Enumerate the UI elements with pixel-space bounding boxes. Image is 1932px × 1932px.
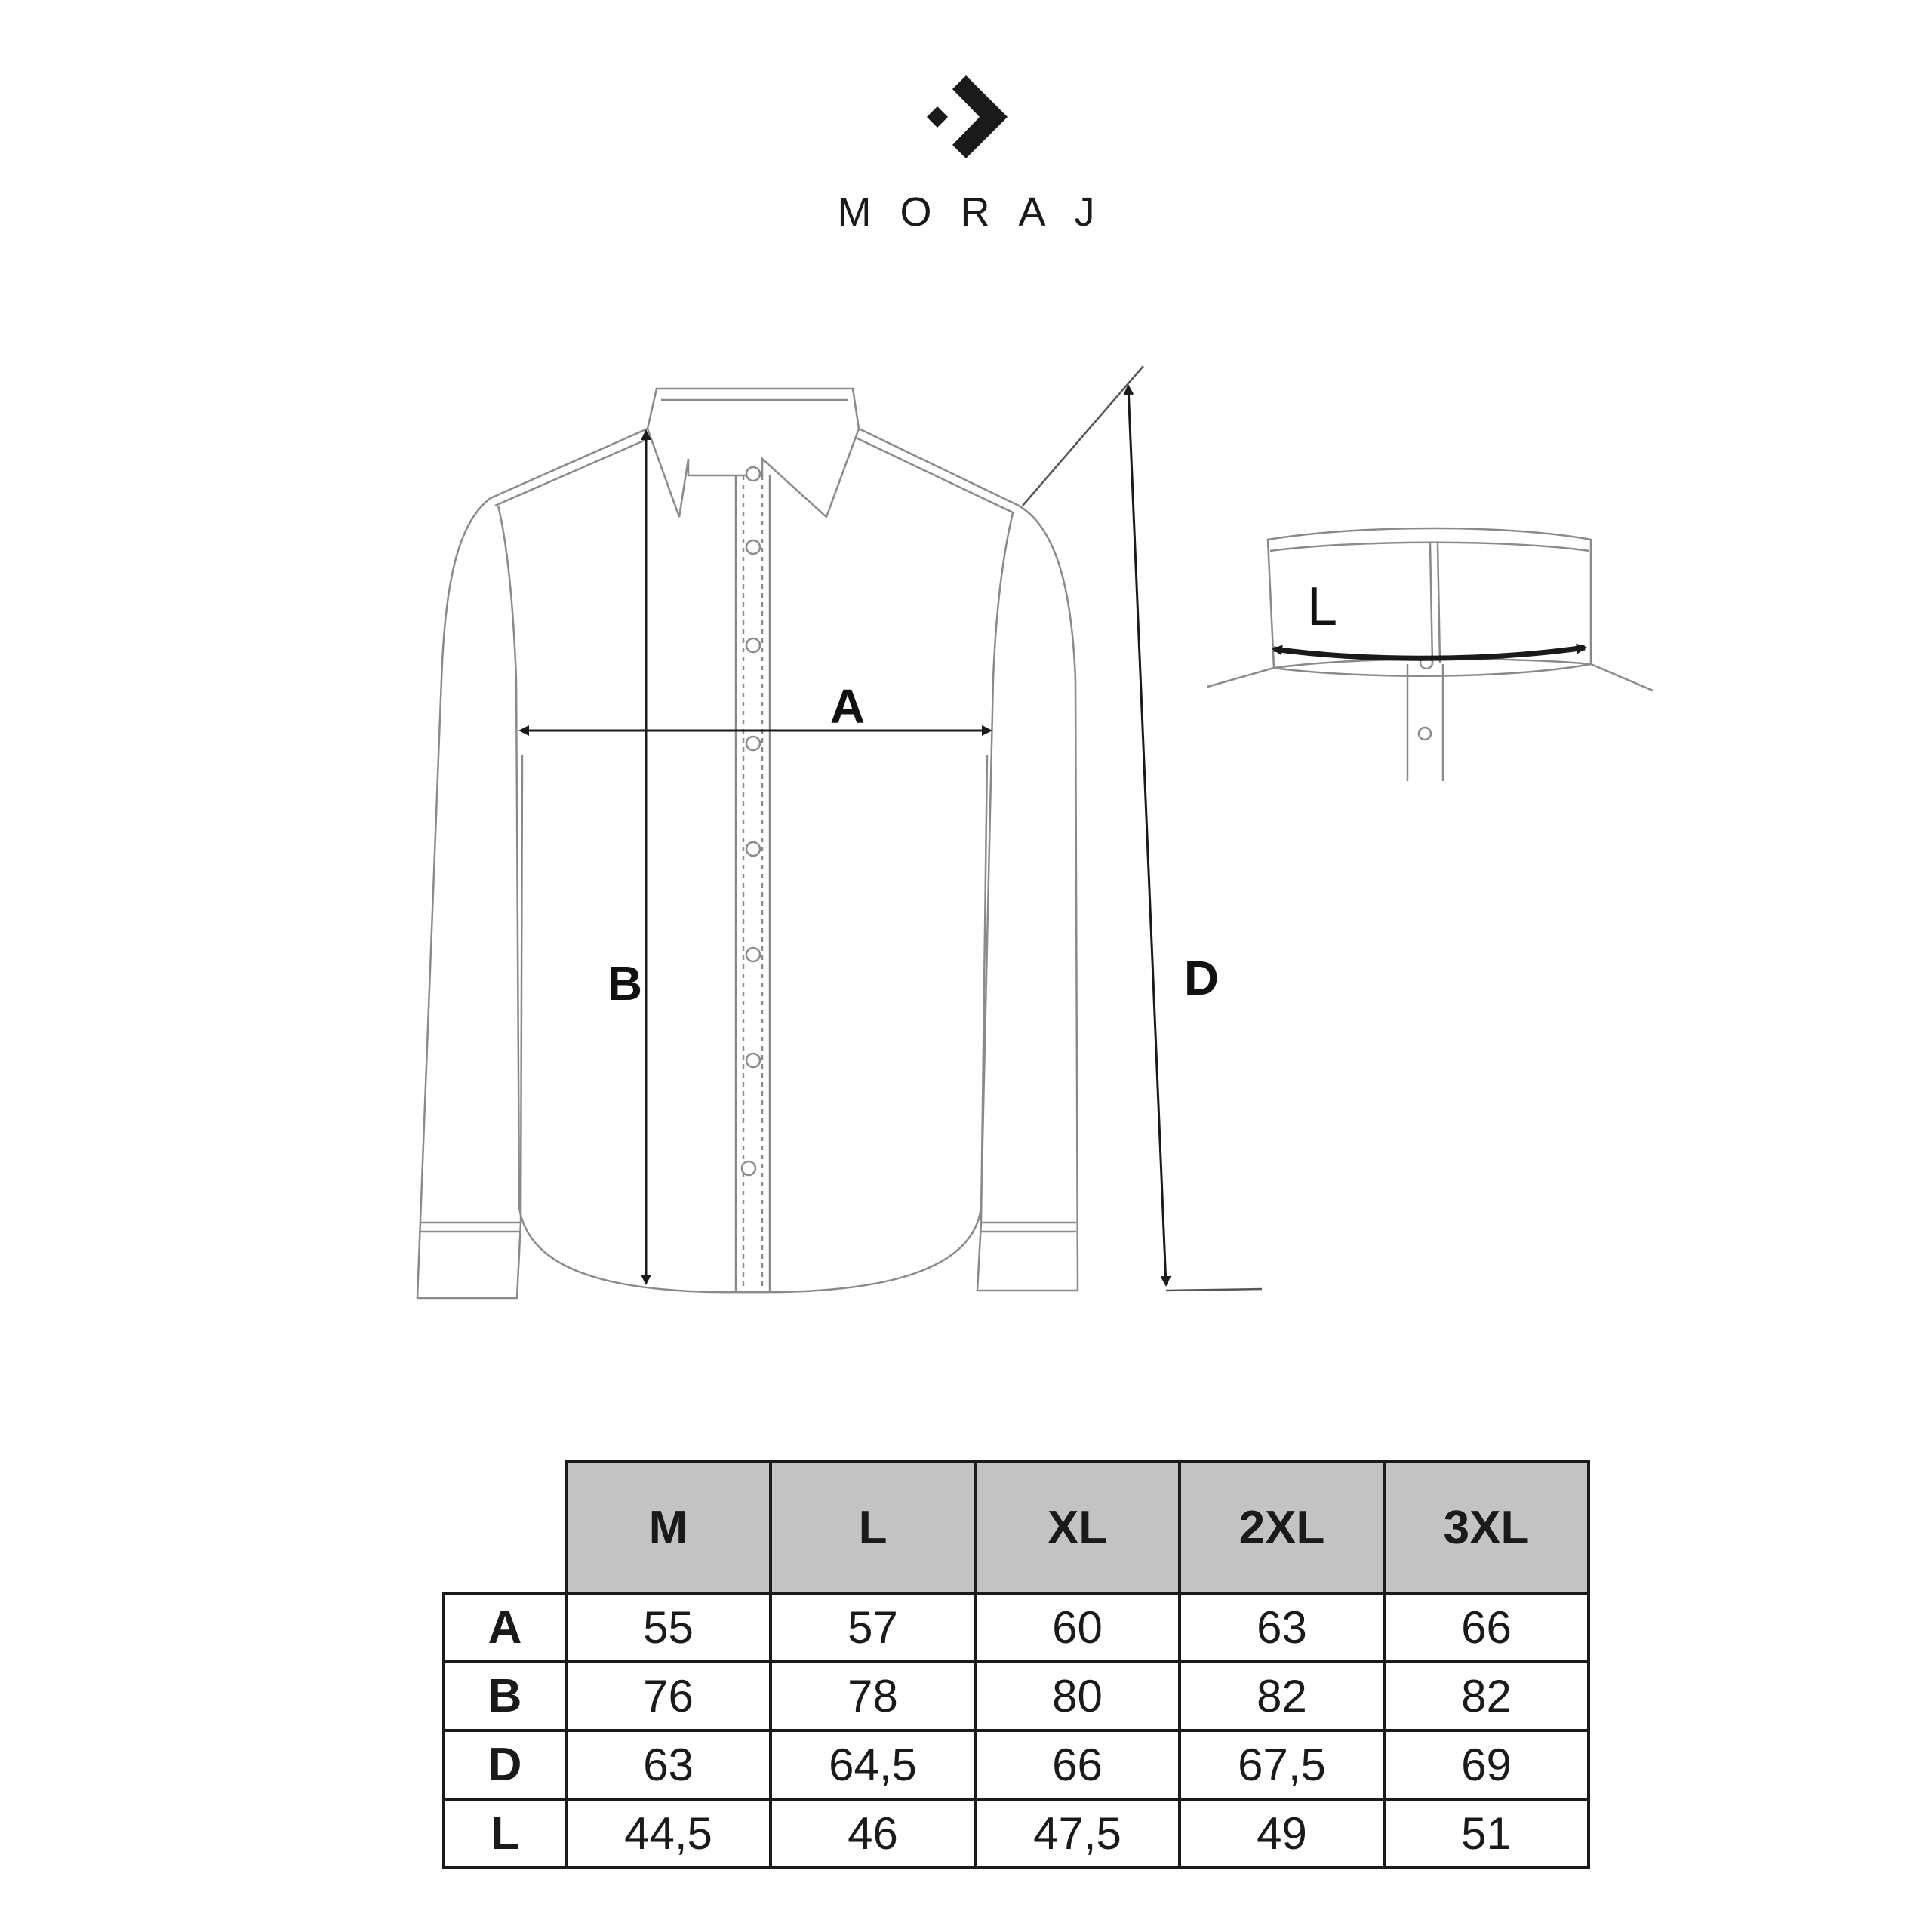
table-row — [444, 1662, 1589, 1730]
table-row — [444, 1799, 1589, 1868]
table-row — [444, 1593, 1589, 1662]
size-header-row — [444, 1462, 1589, 1593]
size-header-cell: L — [771, 1462, 975, 1593]
table-cell: 60 — [975, 1593, 1180, 1662]
table-cell: 55 — [566, 1593, 771, 1662]
size-header-cell: XL — [975, 1462, 1180, 1593]
table-cell: 66 — [1384, 1593, 1589, 1662]
table-cell: 63 — [566, 1730, 771, 1799]
table-cell: 66 — [975, 1730, 1180, 1799]
table-cell: 64,5 — [771, 1730, 975, 1799]
label-d: D — [1183, 951, 1220, 1005]
table-cell: 51 — [1384, 1799, 1589, 1868]
table-cell: 80 — [975, 1662, 1180, 1730]
size-table — [442, 1460, 1590, 1869]
size-header-cell: 3XL — [1384, 1462, 1589, 1593]
label-a: A — [829, 679, 866, 734]
table-corner — [444, 1462, 566, 1593]
table-cell: 69 — [1384, 1730, 1589, 1799]
row-label: L — [444, 1799, 566, 1868]
table-cell: 49 — [1180, 1799, 1384, 1868]
table-cell: 82 — [1180, 1662, 1384, 1730]
shirt-buttons — [742, 467, 760, 1175]
table-cell: 46 — [771, 1799, 975, 1868]
table-cell: 63 — [1180, 1593, 1384, 1662]
table-cell: 44,5 — [566, 1799, 771, 1868]
row-label: D — [444, 1730, 566, 1799]
size-header-cell: 2XL — [1180, 1462, 1384, 1593]
collar-detail-icon — [1208, 528, 1653, 781]
brand-name: MORAJ — [837, 189, 1124, 235]
measure-arrow-icon — [1128, 386, 1166, 1284]
table-cell: 47,5 — [975, 1799, 1180, 1868]
size-header-cell: M — [566, 1462, 771, 1593]
table-cell: 78 — [771, 1662, 975, 1730]
label-b: B — [607, 956, 643, 1011]
table-row — [444, 1730, 1589, 1799]
table-cell: 57 — [771, 1593, 975, 1662]
label-l: L — [1306, 577, 1338, 637]
table-cell: 67,5 — [1180, 1730, 1384, 1799]
table-cell: 76 — [566, 1662, 771, 1730]
row-label: B — [444, 1662, 566, 1730]
row-label: A — [444, 1593, 566, 1662]
table-cell: 82 — [1384, 1662, 1589, 1730]
